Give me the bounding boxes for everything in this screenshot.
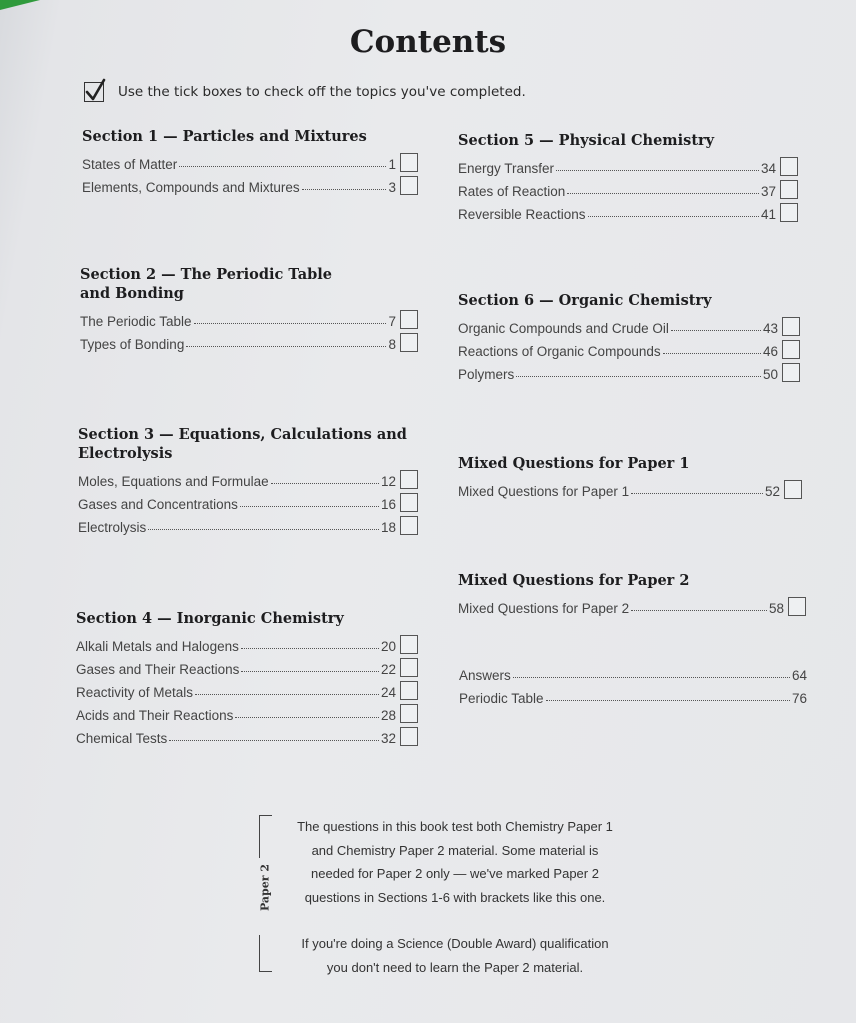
entry-name: Mixed Questions for Paper 1 [458, 484, 630, 499]
entry-name: Polymers [458, 367, 515, 382]
note-line: needed for Paper 2 only — we've marked Paper 2 [311, 866, 599, 881]
entry-page: 41 [760, 207, 776, 222]
tick-box[interactable] [782, 363, 800, 382]
intro-text: Use the tick boxes to check off the topics you've completed. [118, 84, 526, 100]
dot-leader [235, 717, 379, 718]
tick-box[interactable] [782, 340, 800, 359]
double-award-note [285, 932, 625, 979]
section-title: Section 5 — Physical Chemistry [458, 132, 715, 149]
section-title: Section 6 — Organic Chemistry [458, 292, 712, 309]
dot-leader [567, 193, 759, 194]
entry-page: 24 [380, 685, 396, 700]
section-3 [78, 425, 418, 535]
toc-entry [78, 489, 418, 512]
note-line: The questions in this book test both Chemistry Paper 1 [297, 819, 613, 834]
mixed-paper-2 [458, 571, 806, 616]
entry-page: 7 [388, 314, 396, 329]
entry-page: 50 [762, 367, 778, 382]
paper-2-note [285, 815, 625, 909]
toc-entry [82, 149, 418, 172]
entry-name: Mixed Questions for Paper 2 [458, 601, 630, 616]
dot-leader [631, 610, 767, 611]
entry-name: Organic Compounds and Crude Oil [458, 321, 669, 336]
section-2 [80, 265, 418, 352]
entry-name: Reversible Reactions [458, 207, 586, 222]
paper-2-label: Paper 2 [258, 863, 272, 912]
entry-name: The Periodic Table [80, 314, 192, 329]
toc-entry [80, 329, 418, 352]
toc-entry [458, 153, 798, 176]
note-line: and Chemistry Paper 2 material. Some material is [311, 842, 599, 858]
section-title: Mixed Questions for Paper 1 [458, 455, 690, 472]
toc-entry [80, 306, 418, 329]
toc-entry [459, 660, 807, 683]
entry-page: 18 [380, 520, 396, 535]
dot-leader [169, 740, 379, 741]
tick-box[interactable] [780, 180, 798, 199]
entry-page: 20 [380, 639, 396, 654]
bracket-bottom [259, 935, 272, 972]
dot-leader [556, 170, 759, 171]
toc-entry [78, 512, 418, 535]
toc-entry [76, 723, 418, 746]
entry-page: 3 [388, 180, 396, 195]
entry-page: 22 [380, 662, 396, 677]
section-5 [458, 131, 798, 222]
tick-box[interactable] [400, 310, 418, 329]
entry-name: Reactions of Organic Compounds [458, 344, 661, 359]
entry-page: 1 [388, 157, 396, 172]
entry-name: Elements, Compounds and Mixtures [82, 180, 300, 195]
section-title: Section 2 — The Periodic Table and Bonding [80, 266, 333, 302]
entry-page: 16 [380, 497, 396, 512]
entry-page: 58 [768, 601, 784, 616]
mixed-paper-1 [458, 454, 802, 499]
dot-leader [663, 353, 761, 354]
tick-box[interactable] [400, 176, 418, 195]
checked-tick-icon [84, 82, 104, 102]
tick-box[interactable] [400, 658, 418, 677]
entry-page: 12 [380, 474, 396, 489]
dot-leader [546, 700, 790, 701]
section-title: Section 3 — Equations, Calculations and Electrolysis [78, 426, 407, 462]
note-line: If you're doing a Science (Double Award) qualification [301, 936, 609, 951]
tick-box[interactable] [400, 516, 418, 535]
entry-name: Moles, Equations and Formulae [78, 474, 269, 489]
dot-leader [148, 529, 379, 530]
section-1 [82, 127, 418, 195]
bracket-top [259, 815, 272, 858]
toc-entry [458, 336, 800, 359]
tick-box[interactable] [400, 333, 418, 352]
entry-name: Gases and Their Reactions [76, 662, 240, 677]
dot-leader [671, 330, 761, 331]
entry-name: Answers [459, 668, 511, 683]
dot-leader [194, 323, 387, 324]
entry-name: Types of Bonding [80, 337, 185, 352]
toc-entry [76, 654, 418, 677]
dot-leader [179, 166, 386, 167]
tick-box[interactable] [784, 480, 802, 499]
note-line: questions in Sections 1-6 with brackets like this one. [304, 889, 606, 905]
section-4 [76, 609, 418, 746]
toc-entry [458, 199, 798, 222]
entry-name: Gases and Concentrations [78, 497, 238, 512]
tick-box[interactable] [400, 635, 418, 654]
entry-page: 32 [380, 731, 396, 746]
toc-entry [458, 359, 800, 382]
tick-box[interactable] [788, 597, 806, 616]
toc-entry [458, 313, 800, 336]
dot-leader [195, 694, 379, 695]
tick-box[interactable] [780, 203, 798, 222]
entry-name: Alkali Metals and Halogens [76, 639, 239, 654]
end-matter [459, 660, 807, 706]
toc-entry [76, 677, 418, 700]
tick-box[interactable] [400, 153, 418, 172]
section-title: Section 4 — Inorganic Chemistry [76, 610, 344, 627]
entry-name: Electrolysis [78, 520, 147, 535]
entry-page: 46 [762, 344, 778, 359]
entry-page: 28 [380, 708, 396, 723]
tick-box[interactable] [782, 317, 800, 336]
toc-entry [76, 700, 418, 723]
dot-leader [186, 346, 386, 347]
entry-name: Reactivity of Metals [76, 685, 194, 700]
entry-page: 8 [388, 337, 396, 352]
dot-leader [241, 648, 379, 649]
section-title: Section 1 — Particles and Mixtures [82, 128, 367, 145]
entry-name: Rates of Reaction [458, 184, 566, 199]
dot-leader [271, 483, 379, 484]
entry-page: 37 [760, 184, 776, 199]
entry-name: Acids and Their Reactions [76, 708, 234, 723]
toc-entry [458, 593, 806, 616]
tick-box[interactable] [400, 493, 418, 512]
entry-page: 43 [762, 321, 778, 336]
tick-box[interactable] [780, 157, 798, 176]
entry-name: States of Matter [82, 157, 178, 172]
toc-entry [76, 631, 418, 654]
entry-name: Chemical Tests [76, 731, 168, 746]
dot-leader [516, 376, 761, 377]
dot-leader [302, 189, 387, 190]
tick-box[interactable] [400, 470, 418, 489]
intro-row [84, 82, 526, 102]
toc-entry [78, 466, 418, 489]
note-line: you don't need to learn the Paper 2 material. [326, 959, 584, 975]
toc-entry [458, 176, 798, 199]
dot-leader [513, 677, 790, 678]
page-title: Contents [349, 24, 507, 60]
toc-entry [82, 172, 418, 195]
tick-box[interactable] [400, 704, 418, 723]
entry-page: 64 [791, 668, 807, 683]
section-title: Mixed Questions for Paper 2 [458, 572, 690, 589]
entry-page: 34 [760, 161, 776, 176]
tick-box[interactable] [400, 727, 418, 746]
tick-box[interactable] [400, 681, 418, 700]
toc-entry [458, 476, 802, 499]
dot-leader [631, 493, 763, 494]
section-6 [458, 291, 800, 382]
entry-page: 76 [791, 691, 807, 706]
entry-page: 52 [764, 484, 780, 499]
entry-name: Periodic Table [459, 691, 544, 706]
dot-leader [588, 216, 759, 217]
dot-leader [240, 506, 379, 507]
entry-name: Energy Transfer [458, 161, 555, 176]
dot-leader [241, 671, 379, 672]
green-cover-corner [0, 0, 40, 10]
toc-entry [459, 683, 807, 706]
